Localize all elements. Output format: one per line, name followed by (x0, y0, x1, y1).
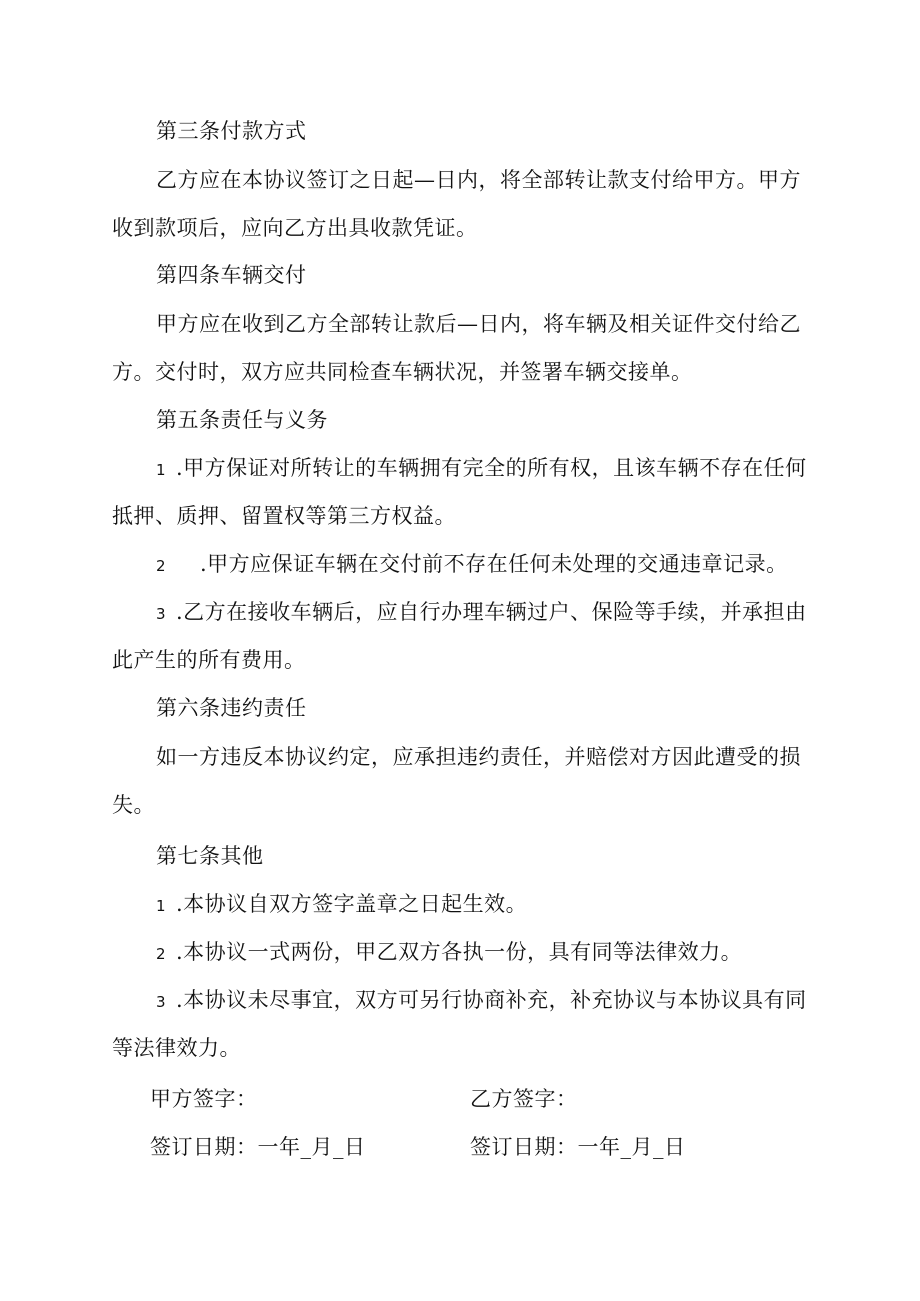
party-b-sign-date: 签订日期：一年_月_日 (470, 1135, 686, 1159)
party-a-signature-label: 甲方签字： (150, 1087, 258, 1111)
list-number: 3 (156, 605, 167, 623)
article5-item2-line1 (156, 550, 788, 580)
list-number: 2 (156, 945, 167, 963)
article7-item2-line1 (156, 938, 742, 968)
article7-item3-line2: 等法律效力。 (112, 1036, 241, 1060)
party-a-sign-date: 签订日期：一年_月_日 (150, 1135, 366, 1159)
list-number: 1 (156, 897, 167, 915)
article5-item2-text: .甲方应保证车辆在交付前不存在任何未处理的交通违章记录。 (200, 552, 788, 576)
article7-item3-line1 (156, 986, 807, 1016)
article5-item1-line2: 抵押、质押、留置权等第三方权益。 (112, 504, 456, 528)
article3-heading: 第三条付款方式 (156, 119, 307, 143)
article5-item1-line1 (156, 454, 807, 484)
article3-text-line2: 收到款项后，应向乙方出具收款凭证。 (112, 216, 478, 240)
article5-item3-text: .乙方在接收车辆后，应自行办理车辆过户、保险等手续，并承担由 (176, 600, 807, 624)
article7-item2-text: .本协议一式两份，甲乙双方各执一份，具有同等法律效力。 (176, 940, 743, 964)
article4-text-line1: 甲方应在收到乙方全部转让款后—日内，将车辆及相关证件交付给乙 (156, 312, 801, 336)
article5-item3-line2: 此产生的所有费用。 (112, 648, 306, 672)
article5-item1-text: .甲方保证对所转让的车辆拥有完全的所有权，且该车辆不存在任何 (176, 456, 807, 480)
list-number: 1 (156, 461, 167, 479)
article6-text-line2: 失。 (112, 793, 155, 817)
article5-item3-line1 (156, 598, 807, 628)
list-number: 3 (156, 993, 167, 1011)
article4-text-line2: 方。交付时，双方应共同检查车辆状况，并签署车辆交接单。 (112, 360, 693, 384)
party-b-signature-label: 乙方签字： (470, 1087, 578, 1111)
article6-heading: 第六条违约责任 (156, 696, 307, 720)
article7-item1-line1 (156, 890, 527, 920)
article7-heading: 第七条其他 (156, 844, 264, 868)
article4-heading: 第四条车辆交付 (156, 263, 307, 287)
article5-heading: 第五条责任与义务 (156, 408, 328, 432)
article6-text-line1: 如一方违反本协议约定，应承担违约责任，并赔偿对方因此遭受的损 (156, 745, 801, 769)
list-number: 2 (156, 557, 167, 575)
article7-item3-text: .本协议未尽事宜，双方可另行协商补充，补充协议与本协议具有同 (176, 988, 807, 1012)
article7-item1-text: .本协议自双方签字盖章之日起生效。 (176, 892, 528, 916)
article3-text-line1: 乙方应在本协议签订之日起—日内，将全部转让款支付给甲方。甲方 (156, 168, 801, 192)
